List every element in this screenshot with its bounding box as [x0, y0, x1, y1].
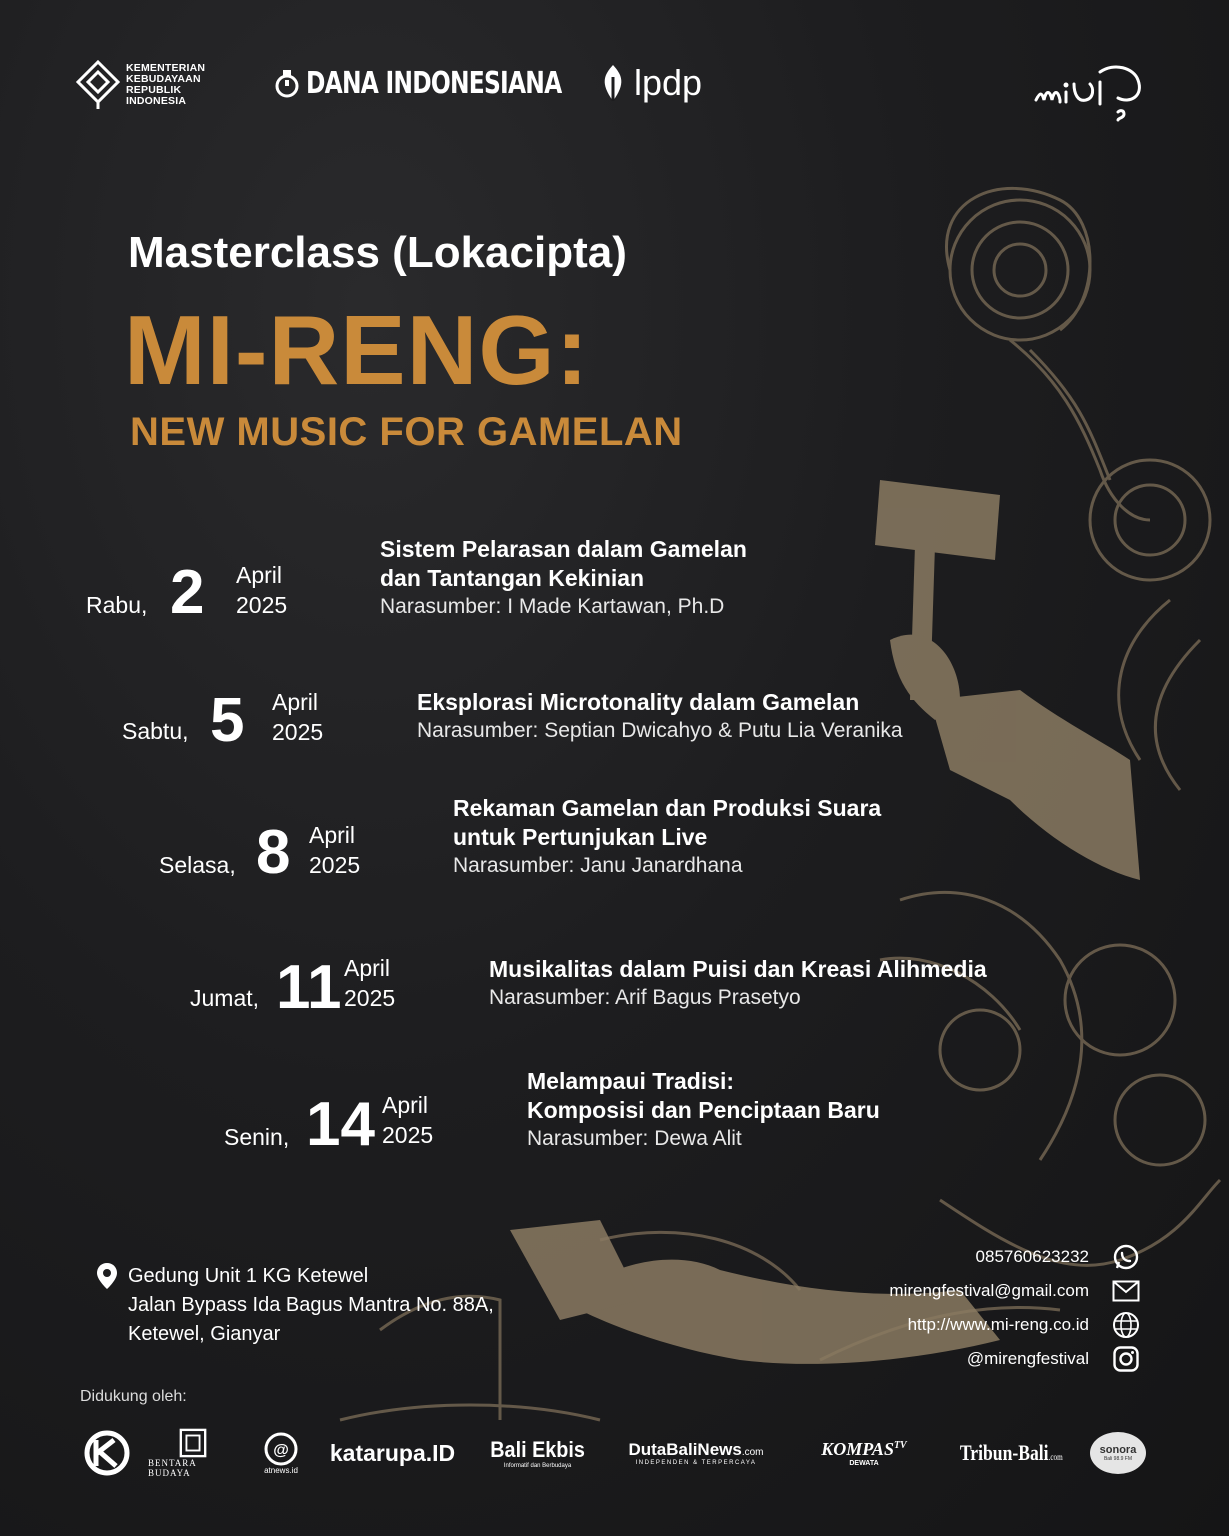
sonora-text: sonora — [1099, 1444, 1137, 1456]
bali-ekbis-sub: Informatif dan Berbudaya — [503, 1463, 572, 1469]
kemenbud-text: KEMENTERIAN KEBUDAYAAN REPUBLIK INDONESIA — [126, 62, 206, 107]
event-topic: Komposisi dan Penciptaan Baru — [527, 1097, 880, 1123]
event-dayname: Sabtu, — [122, 718, 189, 744]
contact-phone-text: 085760623232 — [975, 1247, 1089, 1266]
bali-ekbis-text: Bali Ekbis — [490, 1437, 585, 1462]
tribun-wrap — [960, 1440, 1063, 1466]
svg-text:@: @ — [273, 1441, 289, 1459]
contact-instagram[interactable] — [741, 1342, 1141, 1376]
event-daynum: 2 — [170, 558, 205, 627]
tribun-bali-logo — [952, 1428, 1070, 1478]
katarupa-logo: katarupa.ID — [329, 1439, 456, 1466]
event-speaker: Narasumber: Janu Janardhana — [453, 854, 743, 877]
address-line: Ketewel, Gianyar — [128, 1323, 281, 1345]
event-month: April — [309, 822, 356, 848]
kg-logo — [80, 1428, 134, 1478]
event-topic: dan Tantangan Kekinian — [380, 565, 645, 591]
venue-address — [96, 1262, 494, 1349]
atnews-logo — [256, 1428, 306, 1478]
event-info — [489, 955, 987, 1012]
event-month: April — [344, 955, 391, 981]
event-speaker: Narasumber: Septian Dwicahyo & Putu Lia Veranika — [417, 719, 903, 742]
event-daynum: 11 — [276, 953, 342, 1022]
contact-email-text: mirengfestival@gmail.com — [889, 1281, 1089, 1300]
event-topic: Sistem Pelarasan dalam Gamelan — [380, 536, 747, 562]
event-month: April — [382, 1092, 429, 1118]
event-topic: Eksplorasi Microtonality dalam Gamelan — [417, 689, 860, 715]
bentara-text: BENTARA BUDAYA — [148, 1458, 197, 1478]
instagram-icon — [1111, 1344, 1141, 1374]
event-speaker: Narasumber: I Made Kartawan, Ph.D — [380, 595, 725, 618]
event-info — [527, 1067, 880, 1153]
address-line: Gedung Unit 1 KG Ketewel — [128, 1265, 369, 1287]
event-dayname: Jumat, — [190, 985, 260, 1011]
event-year: 2025 — [236, 592, 288, 618]
supporters-label: Didukung oleh: — [80, 1388, 187, 1405]
event-speaker: Narasumber: Arif Bagus Prasetyo — [489, 986, 801, 1009]
event-date — [344, 953, 395, 1013]
event-daynum: 8 — [256, 818, 291, 887]
kemenbud-logo — [76, 60, 205, 110]
web-icon — [1111, 1310, 1141, 1340]
sonora-sub: Bali 98.9 FM — [1103, 1456, 1133, 1462]
mail-icon — [1111, 1276, 1141, 1306]
event-dayname: Senin, — [224, 1124, 290, 1150]
contact-email[interactable] — [741, 1274, 1141, 1308]
dutabalinews-wrap — [628, 1440, 763, 1460]
event-dayname: Rabu, — [86, 592, 148, 618]
dutabalinews-text: DutaBaliNews — [628, 1440, 742, 1459]
kompas-wrap — [821, 1439, 906, 1460]
event-daynum: 5 — [210, 686, 245, 755]
tribun-text: Tribun-Bali — [959, 1440, 1049, 1465]
contact-website[interactable] — [741, 1308, 1141, 1342]
kompas-suffix: TV — [893, 1440, 907, 1451]
event-year: 2025 — [382, 1122, 434, 1148]
mireng-logo — [1034, 52, 1154, 127]
contact-phone[interactable] — [741, 1240, 1141, 1274]
event-topic: Musikalitas dalam Puisi dan Kreasi Alihmedia — [489, 956, 987, 982]
dana-text: DANA INDONESIANA — [306, 66, 562, 101]
contact-list — [741, 1240, 1141, 1376]
event-info — [453, 794, 881, 880]
event-year: 2025 — [344, 985, 396, 1011]
event-topic: Melampaui Tradisi: — [527, 1068, 735, 1094]
atnews-text: atnews.id — [264, 1465, 298, 1475]
bentara-budaya-logo — [148, 1428, 238, 1478]
whatsapp-icon — [1111, 1242, 1141, 1272]
event-topic: Rekaman Gamelan dan Produksi Suara — [453, 795, 882, 821]
sonora-logo — [1088, 1428, 1148, 1478]
event-dayname: Selasa, — [159, 852, 236, 878]
kemenbud-emblem-icon — [76, 60, 120, 110]
kompas-sub: DEWATA — [849, 1460, 879, 1467]
subtitle: Masterclass (Lokacipta) — [128, 228, 627, 277]
lpdp-flame-icon — [596, 63, 630, 103]
event-info — [380, 535, 747, 621]
tribun-suffix: .com — [1048, 1452, 1063, 1462]
event-month: April — [236, 562, 283, 588]
event-month: April — [272, 689, 319, 715]
bali-ekbis-logo — [480, 1428, 595, 1478]
event-date — [309, 820, 360, 880]
event-daynum: 14 — [306, 1090, 375, 1159]
dana-indonesiana-logo — [274, 66, 633, 101]
title: MI-RENG: — [124, 295, 590, 405]
event-year: 2025 — [309, 852, 361, 878]
dana-bell-icon — [274, 68, 300, 100]
atnews-icon — [261, 1432, 301, 1466]
contact-instagram-text: @mirengfestival — [966, 1349, 1089, 1368]
lpdp-logo — [596, 62, 702, 104]
dutabalinews-sub: INDEPENDEN & TERPERCAYA — [635, 1460, 757, 1466]
dutabalinews-logo — [616, 1428, 776, 1478]
kompas-text: KOMPAS — [821, 1439, 894, 1459]
mireng-logo-icon — [1034, 52, 1154, 122]
dutabalinews-suffix: .com — [741, 1447, 764, 1458]
event-date — [272, 687, 323, 747]
kompas-tv-logo — [804, 1428, 924, 1478]
sonora-badge — [1090, 1432, 1146, 1474]
event-topic: untuk Pertunjukan Live — [453, 824, 708, 850]
event-info — [417, 688, 903, 745]
location-pin-icon — [96, 1262, 118, 1290]
event-year: 2025 — [272, 719, 324, 745]
contact-website-text: http://www.mi-reng.co.id — [907, 1315, 1089, 1334]
event-date — [382, 1090, 433, 1150]
supporter-logos — [80, 1428, 1160, 1478]
bentara-emblem-icon — [178, 1428, 208, 1458]
tagline: NEW MUSIC FOR GAMELAN — [130, 410, 683, 454]
event-date — [236, 560, 287, 620]
event-speaker: Narasumber: Dewa Alit — [527, 1127, 742, 1150]
lpdp-text: lpdp — [634, 62, 703, 103]
address-line: Jalan Bypass Ida Bagus Mantra No. 88A, — [128, 1294, 494, 1316]
